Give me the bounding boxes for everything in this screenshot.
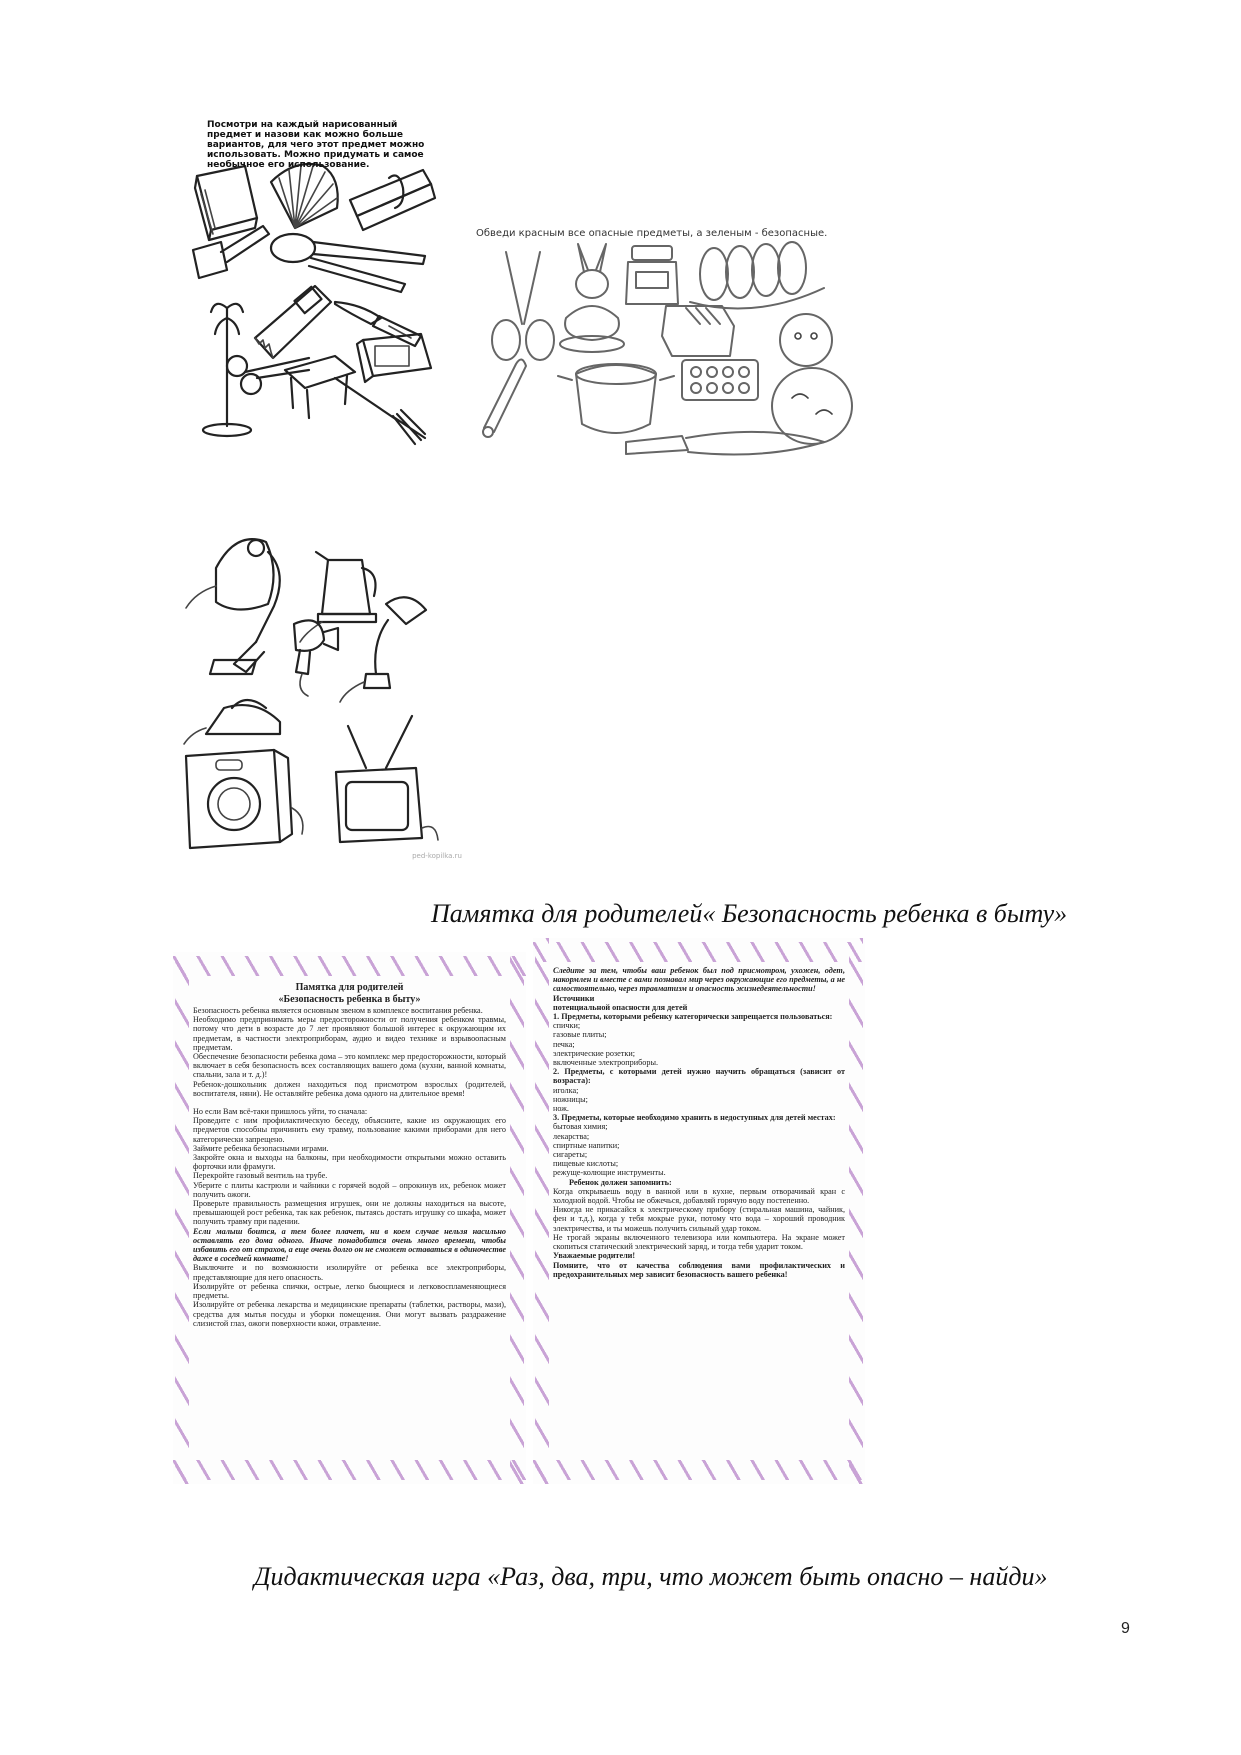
memo-right-text [553, 966, 845, 1279]
scissors-stool-icon [227, 356, 355, 418]
list-item: электрические розетки; [553, 1048, 636, 1058]
scissors-icon [492, 252, 554, 360]
matches-icon [662, 306, 734, 356]
section-3-heading: 3. Предметы, которые необходимо хранить в недоступных для детей местах: [553, 1113, 836, 1123]
list-item: спички; [553, 1021, 581, 1031]
game-caption: Дидактическая игра «Раз, два, три, что может быть опасно – найди» [254, 1562, 1048, 1591]
microwave-icon [357, 334, 431, 382]
pencil-border-top [173, 956, 526, 976]
memo-paragraph: Проведите с ним профилактическую беседу, объясните, какие из окружающих его предметов способны причинить ему травму, пользование какими приборами для него категорически запрещено. [193, 1116, 506, 1144]
memo-leaflet-left [173, 952, 526, 1484]
list-item: пищевые кислоты; [553, 1159, 619, 1169]
memo-paragraph: Займите ребенка безопасными играми. [193, 1143, 329, 1153]
memo-paragraph: Обеспечение безопасности ребенка дома – это комплекс мер предосторожности, который включает в себя безопасность всех составляющих вашего дома (кухни, ванной комнаты, спальни, зала и т. д.)! [193, 1052, 506, 1080]
saw-icon [255, 286, 331, 358]
list-item: ножницы; [553, 1094, 588, 1104]
pencil-border-bottom [533, 1460, 865, 1480]
objects-instruction: Посмотри на каждый нарисованный предмет и назови как можно больше вариантов, для чего этот предмет можно использовать. Можно придумать и самое необычное его использование. [207, 120, 425, 170]
appliances-drawing [176, 512, 468, 864]
list-item: нож. [553, 1104, 569, 1114]
page-number: 9 [1121, 1620, 1130, 1637]
memo-paragraph: Изолируйте от ребенка лекарства и медицинские препараты (таблетки, растворы, мази), средства для мытья посуды и уборки помещения. Они могут вызвать раздражение слизистой глаз, ожоги поверхности кожи, отравление. [193, 1300, 506, 1328]
iron-icon [184, 700, 280, 744]
vacuum-cleaner-icon [186, 539, 280, 674]
doll-icon [772, 314, 852, 444]
dangerous-drawing [476, 228, 866, 468]
list-item: печка; [553, 1039, 575, 1049]
memo-caption: Памятка для родителей« Безопасность ребенка в быту» [431, 899, 1068, 928]
list-item: газовые плиты; [553, 1030, 607, 1040]
appliances-watermark: ped-kopilka.ru [412, 852, 462, 860]
appliances-image [176, 512, 468, 864]
list-item: режуще-колющие инструменты. [553, 1168, 666, 1178]
dangerous-instruction: Обведи красным все опасные предметы, а зеленым - безопасные. [476, 228, 828, 239]
closing-text: Помните, что от качества соблюдения вами профилактических и предохранительных мер зависит безопасность вашего ребенка! [553, 1260, 845, 1279]
memo-paragraph: Уберите с плиты кастрюли и чайники с горячей водой – опрокинув их, ребенок может получить ожоги. [193, 1180, 506, 1199]
household-objects-image [185, 108, 447, 468]
memo-intro: Следите за тем, чтобы ваш ребенок был под присмотром, ухожен, одет, накормлен и вместе с вами познавал мир через окружающие его предметы, а не самостоятельно, через травматизм и опасность жизнедеятельности! [553, 966, 845, 994]
memo-paragraph: Проверьте правильность размещения игрушек, они не должны находиться на высоте, превышающей рост ребенка, так как ребенок, пытаясь достать игрушку со шкафа, может получить травму при падении. [193, 1199, 506, 1227]
memo-paragraph: Выключите и по возможности изолируйте от ребенка все электроприборы, представляющие для него опасность. [193, 1263, 506, 1282]
safety-pin-icon [483, 359, 526, 437]
fork-icon [335, 378, 425, 444]
dangerous-objects-image [476, 228, 866, 468]
pencil-border-right [849, 938, 863, 1484]
book-icon [195, 166, 257, 240]
remember-heading: Ребенок должен запомнить: [569, 1177, 672, 1187]
rule-item: Никогда не прикасайся к электрическому прибору (стиральная машина, чайник, фен и т.д.), когда у тебя мокрые руки, потому что вода – хороший проводник электричества, и ты можешь получить сильный удар током. [553, 1205, 845, 1233]
section-1-heading: 1. Предметы, которыми ребенку категорически запрещается пользоваться: [553, 1012, 833, 1022]
memo-paragraph: Но если Вам всё-таки пришлось уйти, то сначала: [193, 1107, 368, 1117]
memo-subtitle: «Безопасность ребенка в быту» [278, 994, 421, 1005]
memo-emphasis: Если малыш боится, а тем более плачет, ни в коем случае нельзя насильно оставлять его дома одного. Иначе понадобится очень много времени, чтобы избавить его от страхов, а еще очень долго он не сможет оставаться в одиночестве даже в соседней комнате! [193, 1226, 506, 1264]
pencil-border-right [510, 952, 524, 1484]
memo-paragraph: Ребенок-дошкольник должен находиться под присмотром взрослых (родителей, воспитателя, няни). Не оставляйте ребенка дома одного на длительное время! [193, 1079, 506, 1098]
list-item: включенные электроприборы. [553, 1058, 659, 1068]
fan-icon [271, 164, 338, 228]
bunny-toy-icon [560, 244, 624, 352]
nutcracker-icon [271, 234, 425, 292]
memo-paragraph: Закройте окна и выходы на балконы, при необходимости открытыми можно оставить форточки или фрамуги. [193, 1153, 506, 1172]
memo-paragraph: Перекройте газовый вентиль на трубе. [193, 1171, 328, 1181]
list-item: лекарства; [553, 1131, 590, 1141]
list-item: бытовая химия; [553, 1122, 608, 1132]
rule-item: Не трогай экраны включенного телевизора или компьютера. На экране может скопиться статический электрический заряд, и тогда тебя ударит током. [553, 1232, 845, 1252]
sources-heading: Источники [553, 993, 595, 1003]
memo-paragraph: Безопасность ребенка является основным звеном в комплексе воспитания ребенка. [193, 1006, 483, 1015]
pot-icon [558, 364, 674, 433]
clothespin-icon [350, 170, 435, 230]
memo-paragraph: Необходимо предпринимать меры предосторожности от получения ребенком травмы, потому что дети в возрасте до 7 лет проявляют большой интерес к окружающим их предметам, в частности электроприборам, аудио и видео технике и взрывоопасным предметам. [193, 1015, 506, 1052]
rule-item: Когда открываешь воду в ванной или в кухне, первым отворачивай кран с холодной водой. Чтобы не обжечься, добавляй горячую воду постепенно. [553, 1186, 845, 1206]
memo-leaflet-right [533, 938, 865, 1484]
memo-left-text [193, 982, 506, 1328]
washing-machine-icon [186, 750, 303, 848]
pills-icon [682, 360, 758, 400]
pencil-border-left [535, 938, 549, 1484]
memo-title: Памятка для родителей [295, 982, 404, 993]
pencil-border-left [175, 952, 189, 1484]
bread-icon [690, 242, 824, 308]
jar-icon [626, 246, 678, 304]
hair-dryer-icon [294, 620, 338, 696]
list-item: сигареты; [553, 1150, 588, 1160]
big-knife-icon [626, 432, 824, 455]
tv-icon [336, 716, 438, 842]
parents-heading: Уважаемые родители! [553, 1251, 636, 1261]
list-item: иголка; [553, 1085, 579, 1095]
memo-paragraph: Изолируйте от ребенка спички, острые, легко бьющиеся и легковоспламеняющиеся предметы. [193, 1281, 506, 1301]
section-2-heading: 2. Предметы, с которыми детей нужно научить обращаться (зависит от возраста): [553, 1067, 845, 1086]
list-item: спиртные напитки; [553, 1140, 620, 1150]
pencil-border-top [533, 942, 865, 962]
sources-heading: потенциальной опасности для детей [553, 1002, 688, 1012]
pencil-border-bottom [173, 1460, 526, 1480]
